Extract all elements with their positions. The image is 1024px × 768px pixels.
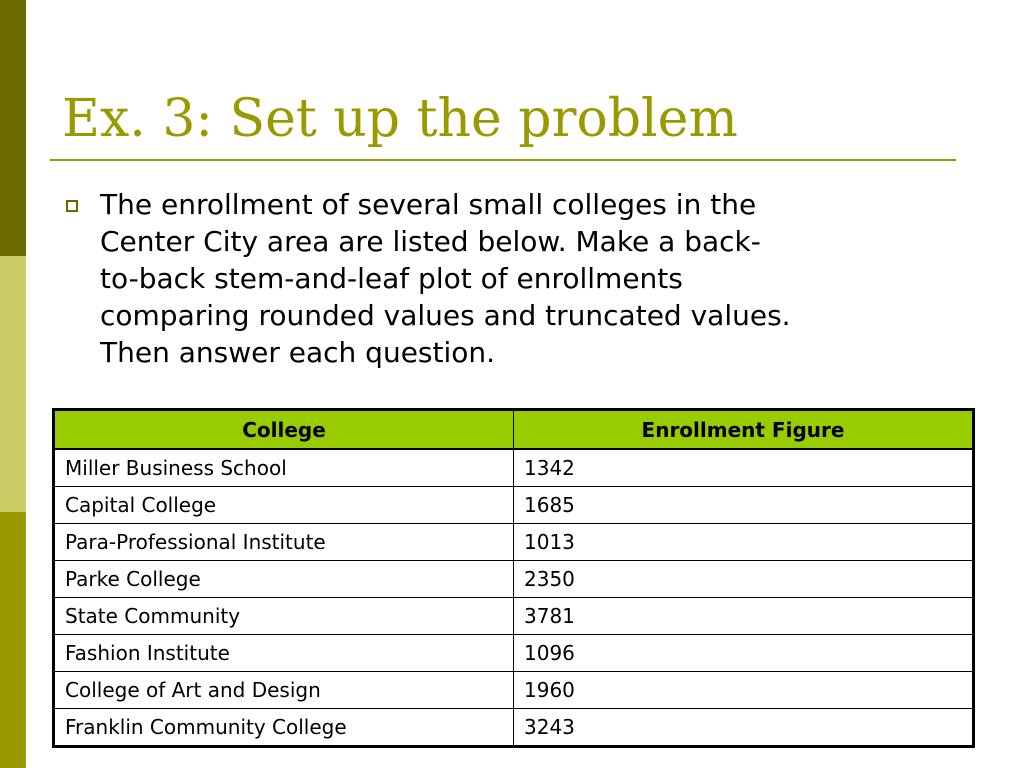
side-bar-bottom bbox=[0, 512, 26, 768]
enrollment-cell: 1960 bbox=[514, 672, 974, 709]
bullet-text: The enrollment of several small colleges in the Center City area are listed below. Make a back- to-back stem-and-leaf plot of enrollments comparing rounded values and truncated values. Then answer each question. bbox=[100, 188, 791, 369]
bullet-point bbox=[60, 186, 960, 371]
slide-title: Ex. 3: Set up the problem bbox=[62, 89, 738, 149]
enrollment-cell: 1342 bbox=[514, 449, 974, 487]
enrollment-cell: 1013 bbox=[514, 524, 974, 561]
column-header-college: College bbox=[54, 410, 514, 450]
enrollment-table-container bbox=[52, 408, 972, 748]
college-name-cell: Franklin Community College bbox=[54, 709, 514, 747]
college-name-cell: Capital College bbox=[54, 487, 514, 524]
enrollment-cell: 2350 bbox=[514, 561, 974, 598]
table-row bbox=[54, 561, 974, 598]
table-row bbox=[54, 449, 974, 487]
table-row bbox=[54, 635, 974, 672]
college-name-cell: Miller Business School bbox=[54, 449, 514, 487]
college-name-cell: Fashion Institute bbox=[54, 635, 514, 672]
table-header-row bbox=[54, 410, 974, 450]
college-name-cell: Parke College bbox=[54, 561, 514, 598]
college-name-cell: State Community bbox=[54, 598, 514, 635]
table-row bbox=[54, 487, 974, 524]
enrollment-cell: 1685 bbox=[514, 487, 974, 524]
title-underline bbox=[50, 159, 956, 161]
enrollment-cell: 3781 bbox=[514, 598, 974, 635]
enrollment-table bbox=[52, 408, 975, 748]
college-name-cell: Para-Professional Institute bbox=[54, 524, 514, 561]
college-name-cell: College of Art and Design bbox=[54, 672, 514, 709]
table-row bbox=[54, 598, 974, 635]
side-bar-middle bbox=[0, 256, 26, 512]
table-row bbox=[54, 672, 974, 709]
hollow-square-bullet-icon bbox=[66, 200, 78, 212]
column-header-enrollment: Enrollment Figure bbox=[514, 410, 974, 450]
side-bar-top bbox=[0, 0, 26, 256]
enrollment-cell: 3243 bbox=[514, 709, 974, 747]
enrollment-cell: 1096 bbox=[514, 635, 974, 672]
table-row bbox=[54, 524, 974, 561]
table-row bbox=[54, 709, 974, 747]
